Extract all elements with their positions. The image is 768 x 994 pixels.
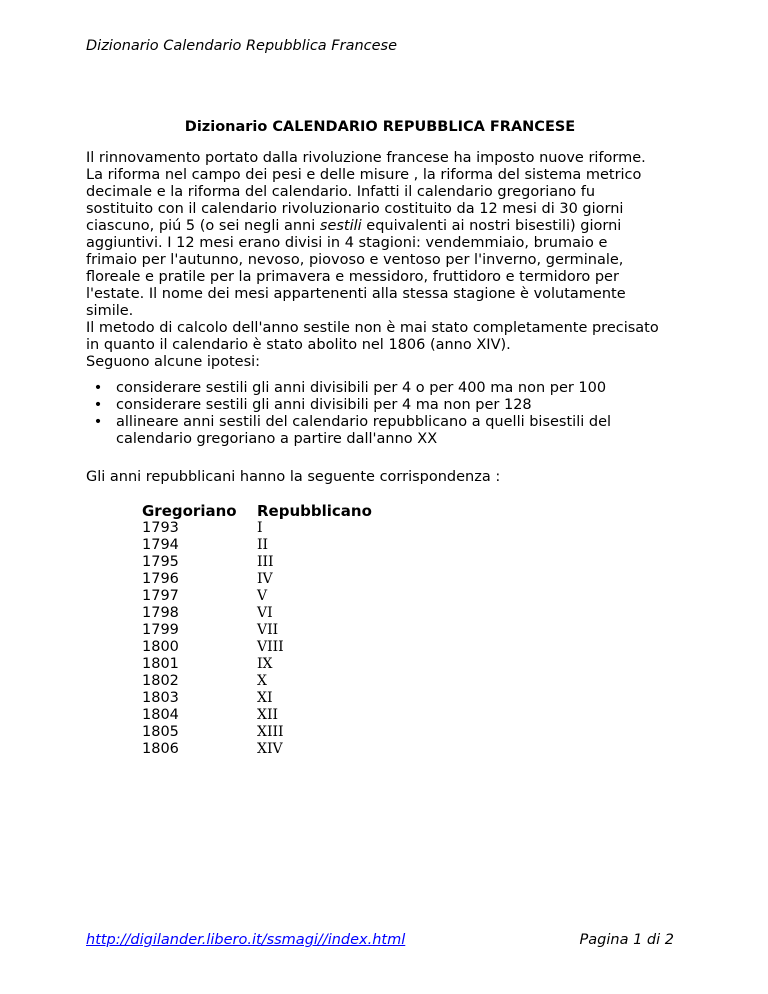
republican-year: XI	[257, 690, 273, 706]
sestili-term: sestili	[319, 218, 362, 234]
republican-year: IV	[257, 571, 273, 587]
table-intro: Gli anni repubblicani hanno la seguente corrispondenza :	[86, 469, 501, 485]
intro-text-start: Il rinnovamento portato dalla rivoluzione francese ha imposto nuove riforme. La riforma nel campo dei pesi e delle misure , la riforma del sistema metrico decimale e la riforma del calendario. Infatti il calendario gregoriano fu sostituito con il calendario rivoluzionario costituito da 12 mesi di 30 giorni ciascuno, piú 5 (o sei negli anni	[86, 150, 646, 234]
method-paragraph: Il metodo di calcolo dell'anno sestile non è mai stato completamente precisato in quanto il calendario è stato abolito nel 1806 (anno XIV). Seguono alcune ipotesi:	[86, 320, 659, 370]
list-item-text: considerare sestili gli anni divisibili per 4 ma non per 128	[116, 397, 532, 413]
gregorian-year: 1801	[142, 656, 179, 672]
republican-year: VII	[257, 622, 279, 638]
republican-year: III	[257, 554, 274, 570]
gregorian-year: 1800	[142, 639, 179, 655]
bullet-icon: •	[93, 414, 103, 430]
document-title: Dizionario CALENDARIO REPUBBLICA FRANCESE	[184, 119, 576, 135]
republican-year: VI	[257, 605, 273, 621]
intro-paragraph	[86, 150, 686, 320]
list-item-text: considerare sestili gli anni divisibili per 4 o per 400 ma non per 100	[116, 380, 607, 396]
gregorian-year: 1793	[142, 520, 179, 536]
list-item	[86, 414, 686, 448]
gregorian-year: 1796	[142, 571, 179, 587]
list-item	[86, 397, 686, 414]
gregorian-year: 1803	[142, 690, 179, 706]
hypotheses-list	[86, 380, 686, 448]
republican-year: XIV	[257, 741, 283, 757]
footer-link[interactable]: http://digilander.libero.it/ssmagi//index.html	[86, 932, 406, 948]
gregorian-year: 1797	[142, 588, 179, 604]
gregorian-year: 1794	[142, 537, 179, 553]
republican-year: IX	[257, 656, 273, 672]
republican-year: I	[257, 520, 263, 536]
bullet-icon: •	[93, 380, 103, 396]
gregorian-year: 1798	[142, 605, 179, 621]
bullet-icon: •	[93, 397, 103, 413]
gregorian-year: 1795	[142, 554, 179, 570]
list-item	[86, 380, 686, 397]
gregorian-year: 1804	[142, 707, 179, 723]
document-body	[86, 150, 686, 758]
republican-year: XIII	[257, 724, 284, 740]
header-gregoriano: Gregoriano	[142, 502, 237, 520]
republican-year: VIII	[257, 639, 284, 655]
list-item-text: allineare anni sestili del calendario repubblicano a quelli bisestili del calendario gregoriano a partire dall'anno XX	[116, 414, 612, 447]
republican-year: V	[257, 588, 268, 604]
intro-text-end: equivalenti ai nostri bisestili) giorni aggiuntivi. I 12 mesi erano divisi in 4 stagioni: vendemmiaio, brumaio e frimaio per l'autunno, nevoso, piovoso e ventoso per l'inverno, germinale, floreale e pratile per la primavera e messidoro, fruttidoro e termidoro per l'estate. Il nome dei mesi appartenenti alla stessa stagione è volutamente simile.	[86, 218, 626, 319]
republican-year: II	[257, 537, 269, 553]
gregorian-year: 1799	[142, 622, 179, 638]
page-number: Pagina 1 di 2	[579, 932, 674, 948]
gregorian-year: 1806	[142, 741, 179, 757]
header-repubblicano: Repubblicano	[257, 502, 372, 520]
gregorian-year: 1802	[142, 673, 179, 689]
year-correspondence-table	[142, 503, 686, 758]
page-header: Dizionario Calendario Repubblica Francese	[86, 38, 398, 54]
gregorian-year: 1805	[142, 724, 179, 740]
republican-year: X	[257, 673, 267, 689]
republican-year: XII	[257, 707, 279, 723]
